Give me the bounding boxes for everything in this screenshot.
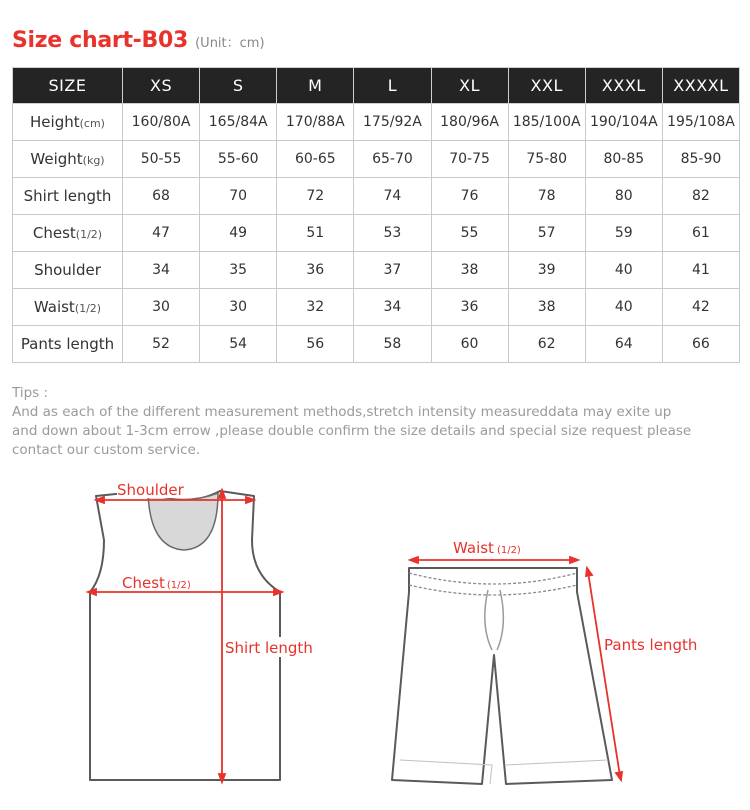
tips-heading: Tips : [12,385,49,401]
table-cell: 38 [431,252,508,289]
table-cell: 54 [200,326,277,363]
row-label-text: Waist [33,298,75,316]
row-label-unit: (1/2) [74,302,102,315]
row-label [13,252,123,289]
chest-label-text: Chest [122,574,165,592]
column-header: XXL [508,68,585,104]
table-cell: 37 [354,252,431,289]
table-cell: 30 [200,289,277,326]
table-cell: 70 [200,178,277,215]
row-label-text: Weight [30,150,83,168]
table-cell: 36 [277,252,354,289]
table-cell: 85-90 [662,141,739,178]
column-header: SIZE [13,68,123,104]
tank-top-illustration [90,491,280,780]
column-header: M [277,68,354,104]
table-row [13,178,740,215]
table-cell: 51 [277,215,354,252]
table-cell: 78 [508,178,585,215]
tips-line: And as each of the different measurement methods,stretch intensity measureddata may exite up [12,404,672,420]
column-header: S [200,68,277,104]
table-cell: 68 [123,178,200,215]
table-row [13,289,740,326]
row-label-unit: (kg) [82,154,105,167]
table-cell: 65-70 [354,141,431,178]
row-label [13,141,123,178]
table-row [13,104,740,141]
table-cell: 34 [123,252,200,289]
waist-label-text: Waist [453,539,494,557]
table-cell: 75-80 [508,141,585,178]
table-cell: 76 [431,178,508,215]
table-cell: 40 [585,289,662,326]
table-cell: 53 [354,215,431,252]
table-cell: 80 [585,178,662,215]
tips-line: and down about 1-3cm errow ,please double confirm the size details and special size request please [12,423,692,439]
table-cell: 66 [662,326,739,363]
shorts-illustration [392,568,612,784]
table-cell: 30 [123,289,200,326]
table-cell: 82 [662,178,739,215]
row-label-unit: (cm) [79,117,105,130]
table-cell: 59 [585,215,662,252]
page-title: Size chart-B03 [12,28,189,53]
table-cell: 160/80A [123,104,200,141]
table-cell: 190/104A [585,104,662,141]
table-cell: 170/88A [277,104,354,141]
shoulder-label: Shoulder [117,481,184,499]
measurement-diagram [0,470,750,810]
table-header-row [13,68,740,104]
row-label [13,215,123,252]
title-row [12,28,265,53]
table-row [13,326,740,363]
table-cell: 55 [431,215,508,252]
pants-length-label: Pants length [604,636,698,654]
table-cell: 64 [585,326,662,363]
table-cell: 175/92A [354,104,431,141]
tips-line: contact our custom service. [12,442,201,458]
table-cell: 42 [662,289,739,326]
row-label [13,289,123,326]
column-header: XL [431,68,508,104]
row-label [13,326,123,363]
column-header: XXXXL [662,68,739,104]
table-cell: 32 [277,289,354,326]
column-header: XS [123,68,200,104]
shirt-length-label: Shirt length [225,639,313,657]
table-cell: 80-85 [585,141,662,178]
row-label-text: Chest [32,224,76,242]
chest-label-sub: (1/2) [166,580,191,591]
row-label-text: Shirt length [23,187,112,205]
waist-label-sub: (1/2) [496,545,521,556]
unit-note: (Unit：cm) [195,36,265,51]
table-cell: 34 [354,289,431,326]
table-cell: 40 [585,252,662,289]
waist-label [453,539,521,557]
row-label-text: Pants length [20,335,115,353]
row-label [13,104,123,141]
table-cell: 195/108A [662,104,739,141]
table-cell: 74 [354,178,431,215]
table-cell: 58 [354,326,431,363]
table-cell: 52 [123,326,200,363]
table-cell: 55-60 [200,141,277,178]
table-cell: 70-75 [431,141,508,178]
table-row [13,141,740,178]
table-cell: 62 [508,326,585,363]
table-cell: 60 [431,326,508,363]
table-cell: 72 [277,178,354,215]
table-cell: 49 [200,215,277,252]
column-header: L [354,68,431,104]
row-label [13,178,123,215]
table-cell: 56 [277,326,354,363]
table-cell: 41 [662,252,739,289]
tips [12,384,740,460]
table-cell: 185/100A [508,104,585,141]
table-cell: 50-55 [123,141,200,178]
column-header: XXXL [585,68,662,104]
table-row [13,252,740,289]
row-label-text: Shoulder [34,261,101,279]
table-cell: 35 [200,252,277,289]
table-row [13,215,740,252]
table-cell: 180/96A [431,104,508,141]
size-table [12,67,740,363]
table-cell: 61 [662,215,739,252]
table-cell: 39 [508,252,585,289]
table-cell: 36 [431,289,508,326]
table-cell: 57 [508,215,585,252]
table-cell: 60-65 [277,141,354,178]
table-cell: 47 [123,215,200,252]
row-label-unit: (1/2) [75,228,103,241]
table-cell: 165/84A [200,104,277,141]
table-cell: 38 [508,289,585,326]
row-label-text: Height [30,113,80,131]
